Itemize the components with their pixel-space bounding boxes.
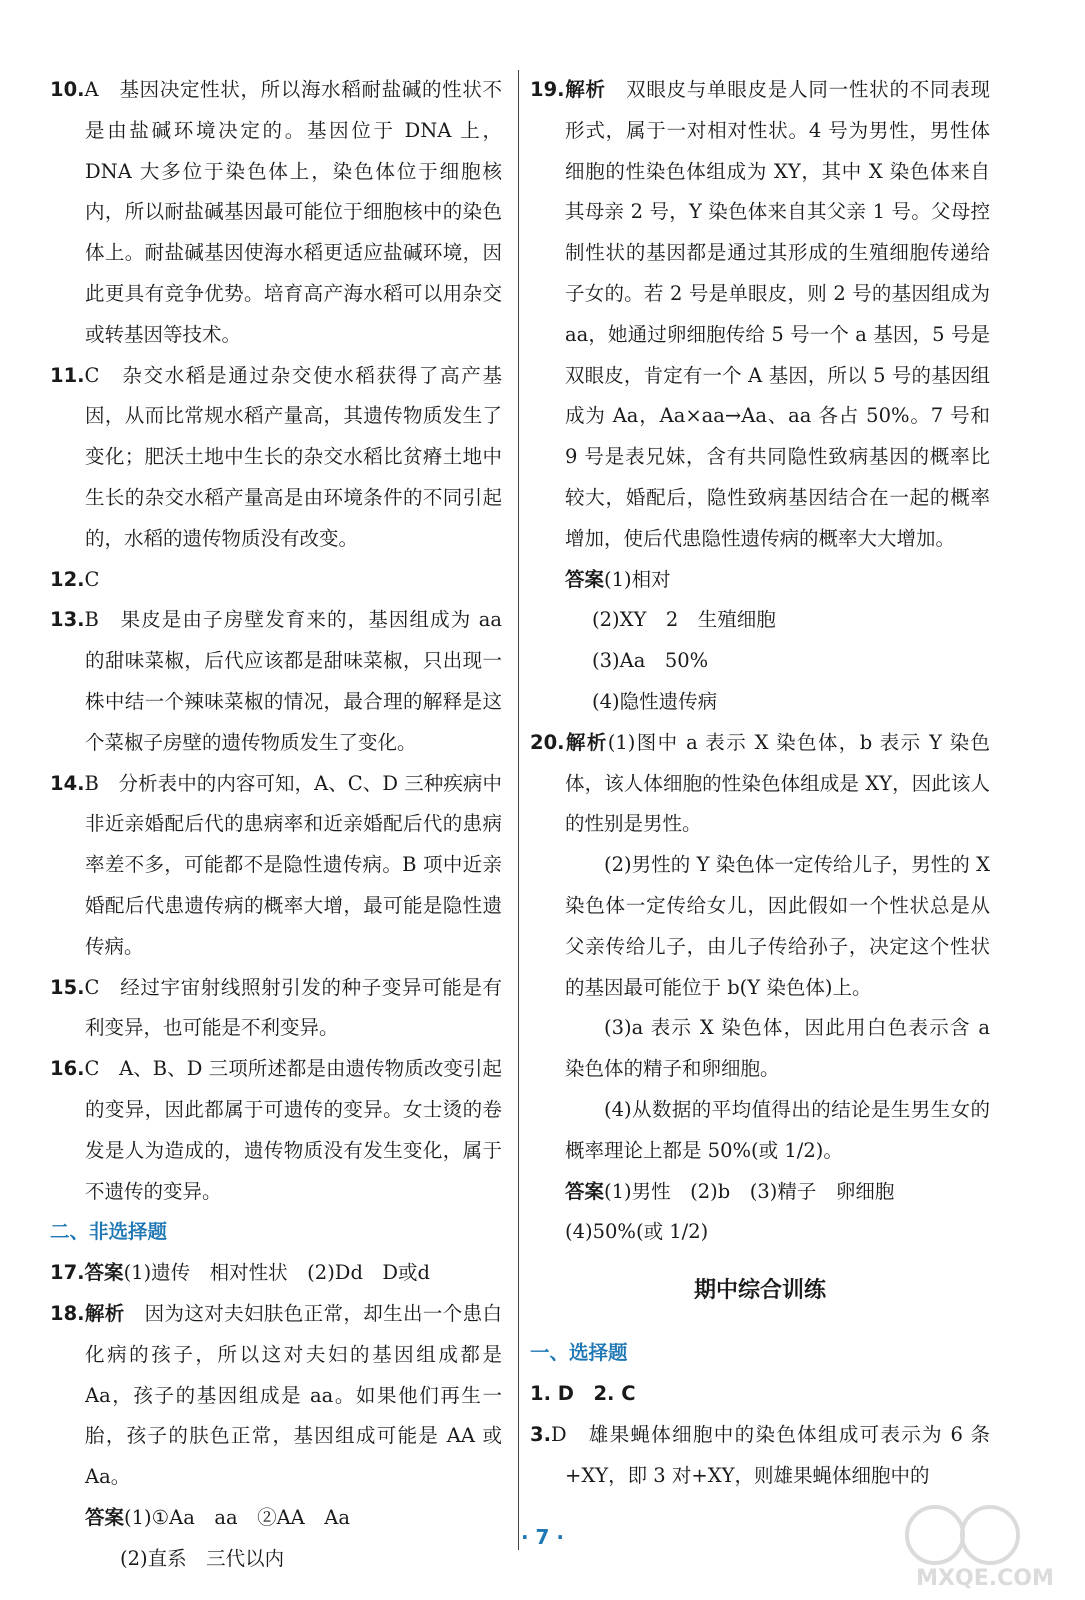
- answer-10: 10.A 基因决定性状，所以海水稻耐盐碱的性状不是由盐碱环境决定的。基因位于 DNA 上，DNA 大多位于染色体上，染色体位于细胞核内，所以耐盐碱基因最可能位于细胞核中的染色体上。耐盐碱基因使海水稻更适应盐碱环境，因此更具有竞争优势。培育高产海水稻可以用杂交或转基因等技术。: [50, 78, 502, 346]
- answer-11: 11.C 杂交水稻是通过杂交使水稻获得了高产基因，从而比常规水稻产量高，其遗传物质发生了变化；肥沃土地中生长的杂交水稻比贫瘠土地中生长的杂交水稻产量高是由环境条件的不同引起的，水稻的遗传物质没有改变。: [50, 363, 502, 550]
- answer-20-part-4: (4)从数据的平均值得出的结论是生男生女的概率理论上都是 50%(或 1/2)。: [565, 1097, 990, 1162]
- answer-15: 15.C 经过宇宙射线照射引发的种子变异可能是有利变异，也可能是不利变异。: [50, 975, 502, 1040]
- answer-19: 19.解析 双眼皮与单眼皮是人同一性状的不同表现形式，属于一对相对性状。4 号为男性，男性体细胞的性染色体组成为 XY，其中 X 染色体来自其母亲 2 号，Y 染色体来自其父亲 1 号。父母控制性状的基因都是通过其形成的生殖细胞传递给子女的。若 2 号是单眼皮，则 2 号的基因组成为 aa，她通过卵细胞传给 5 号一个 a 基因，5 号是双眼皮，肯定有一个 A 基因，所以 5 号的基因组成为 Aa，Aa×aa→Aa、aa 各占 50%。7 号和 9 号是表兄妹，含有共同隐性致病基因的概率比较大，婚配后，隐性致病基因结合在一起的概率增加，使后代患隐性遗传病的概率大大增加。: [530, 78, 990, 550]
- answer-20-key: 答案(1)男性 (2)b (3)精子 卵细胞: [565, 1179, 895, 1203]
- page-number: · 7 ·: [520, 1525, 565, 1549]
- answer-16: 16.C A、B、D 三项所述都是由遗传物质改变引起的变异，因此都属于可遗传的变异。女士烫的卷发是人为造成的，遗传物质没有发生变化，属于不遗传的变异。: [50, 1057, 502, 1203]
- answer-18-key: 答案(1)①Aa aa ②AA Aa: [85, 1505, 350, 1529]
- section-title-midterm: 期中综合训练: [693, 1278, 826, 1304]
- answer-14: 14.B 分析表中的内容可知，A、C、D 三种疾病中非近亲婚配后代的患病率和近亲婚配后代的患病率差不多，可能都不是隐性遗传病。B 项中近亲婚配后代患遗传病的概率大增，最可能是隐性遗传病。: [50, 771, 502, 958]
- answer-3: 3.D 雄果蝇体细胞中的染色体组成可表示为 6 条+XY，即 3 对+XY，则雄果蝇体细胞中的: [530, 1422, 990, 1487]
- watermark-text: MXQE.COM: [916, 1566, 1054, 1591]
- answer-19-key-3: (3)Aa 50%: [592, 649, 709, 673]
- answer-20: 20.解析(1)图中 a 表示 X 染色体，b 表示 Y 染色体，该人体细胞的性染色体组成是 XY，因此该人的性别是男性。: [530, 730, 990, 836]
- answer-18: 18.解析 因为这对夫妇肤色正常，却生出一个患白化病的孩子，所以这对夫妇的基因组成都是 Aa，孩子的基因组成是 aa。如果他们再生一胎，孩子的肤色正常，基因组成可能是 AA 或 Aa。: [50, 1301, 502, 1489]
- answer-20-part-2: (2)男性的 Y 染色体一定传给儿子，男性的 X 染色体一定传给女儿，因此假如一个性状总是从父亲传给儿子，由儿子传给孙子，决定这个性状的基因最可能位于 b(Y 染色体)上。: [565, 853, 990, 999]
- answers-1-2: 1. D 2. C: [530, 1381, 636, 1405]
- answer-18-key-2: (2)直系 三代以内: [120, 1546, 285, 1570]
- left-column: [50, 70, 502, 1579]
- answer-19-key-4: (4)隐性遗传病: [592, 689, 718, 713]
- answer-12: 12.C: [50, 567, 100, 591]
- answer-13: 13.B 果皮是由子房壁发育来的，基因组成为 aa 的甜味菜椒，后代应该都是甜味菜椒，只出现一株中结一个辣味菜椒的情况，最合理的解释是这个菜椒子房壁的遗传物质发生了变化。: [50, 608, 502, 754]
- answer-20-part-3: (3)a 表示 X 染色体，因此用白色表示含 a 染色体的精子和卵细胞。: [565, 1016, 990, 1081]
- section-heading-non-choice: 二、非选择题: [50, 1220, 168, 1244]
- answer-19-key: 答案(1)相对: [565, 567, 671, 591]
- right-column: [530, 70, 990, 1496]
- answer-19-key-2: (2)XY 2 生殖细胞: [592, 608, 776, 632]
- answer-17: 17.答案(1)遗传 相对性状 (2)Dd D或d: [50, 1261, 431, 1285]
- watermark-logo: [900, 1500, 1070, 1595]
- column-divider: [518, 70, 519, 1550]
- section-heading-choice: 一、选择题: [530, 1341, 628, 1365]
- answer-20-key-2: (4)50%(或 1/2): [565, 1220, 709, 1244]
